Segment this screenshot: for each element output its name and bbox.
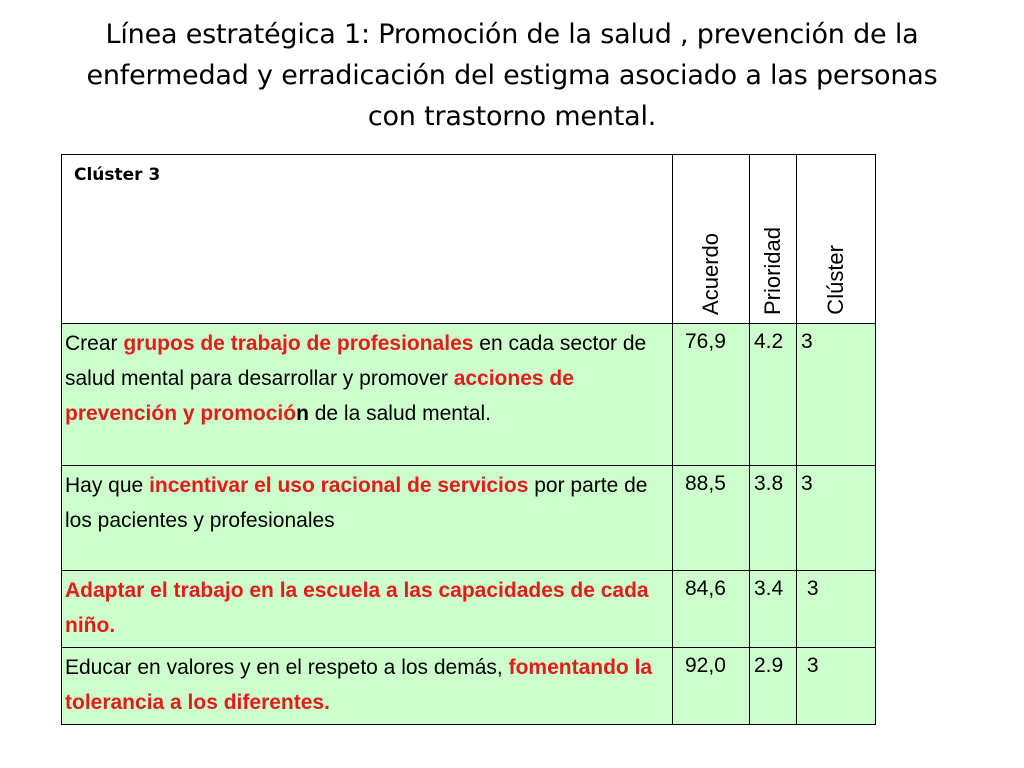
cluster-value: 3 — [801, 472, 813, 495]
row-description-cell — [62, 571, 673, 648]
cluster-value: 3 — [801, 577, 819, 600]
cluster-value: 3 — [801, 654, 819, 677]
prioridad-value: 3.8 — [754, 472, 784, 495]
prioridad-header: Prioridad — [760, 226, 785, 315]
acuerdo-cell — [673, 648, 750, 725]
slide-title: Línea estratégica 1: Promoción de la salud , prevención de la enfermedad y erradicación del estigma asociado a las personas con trastorno mental. — [86, 19, 938, 132]
prioridad-value: 2.9 — [754, 654, 784, 677]
acuerdo-value: 76,9 — [685, 330, 726, 353]
cluster-value: 3 — [801, 330, 813, 353]
acuerdo-cell — [673, 466, 750, 571]
prioridad-cell — [750, 466, 797, 571]
row-description: Crear grupos de trabajo de profesionales en cada sector de salud mental para desarrollar y promover acciones de prevención y promoción de la salud mental. — [65, 332, 647, 425]
table-header-row — [62, 155, 876, 324]
acuerdo-cell — [673, 324, 750, 466]
acuerdo-header: Acuerdo — [698, 233, 723, 315]
cluster-column-header: Clúster — [823, 245, 848, 315]
prioridad-header-cell — [750, 155, 797, 324]
prioridad-cell — [750, 648, 797, 725]
prioridad-value: 4.2 — [754, 330, 784, 353]
table-row — [62, 324, 876, 466]
table-row — [62, 571, 876, 648]
row-description: Hay que incentivar el uso racional de servicios por parte de los pacientes y profesionales — [65, 474, 648, 532]
prioridad-cell — [750, 571, 797, 648]
cluster-col-header-cell — [797, 155, 876, 324]
prioridad-cell — [750, 324, 797, 466]
table-row — [62, 648, 876, 725]
cluster-cell — [797, 571, 876, 648]
acuerdo-value: 84,6 — [685, 577, 726, 600]
row-description: Educar en valores y en el respeto a los demás, fomentando la tolerancia a los diferentes. — [65, 656, 653, 714]
acuerdo-header-cell — [673, 155, 750, 324]
prioridad-value: 3.4 — [754, 577, 784, 600]
acuerdo-value: 92,0 — [685, 654, 726, 677]
row-description-cell — [62, 324, 673, 466]
row-description-cell — [62, 648, 673, 725]
acuerdo-value: 88,5 — [685, 472, 726, 495]
cluster-cell — [797, 324, 876, 466]
row-description-cell — [62, 466, 673, 571]
row-description: Adaptar el trabajo en la escuela a las capacidades de cada niño. — [65, 579, 649, 637]
cluster-cell — [797, 466, 876, 571]
acuerdo-cell — [673, 571, 750, 648]
cluster-label: Clúster 3 — [74, 165, 161, 185]
cluster-header-cell — [62, 155, 673, 324]
cluster-table — [61, 154, 876, 725]
table-row — [62, 466, 876, 571]
cluster-cell — [797, 648, 876, 725]
